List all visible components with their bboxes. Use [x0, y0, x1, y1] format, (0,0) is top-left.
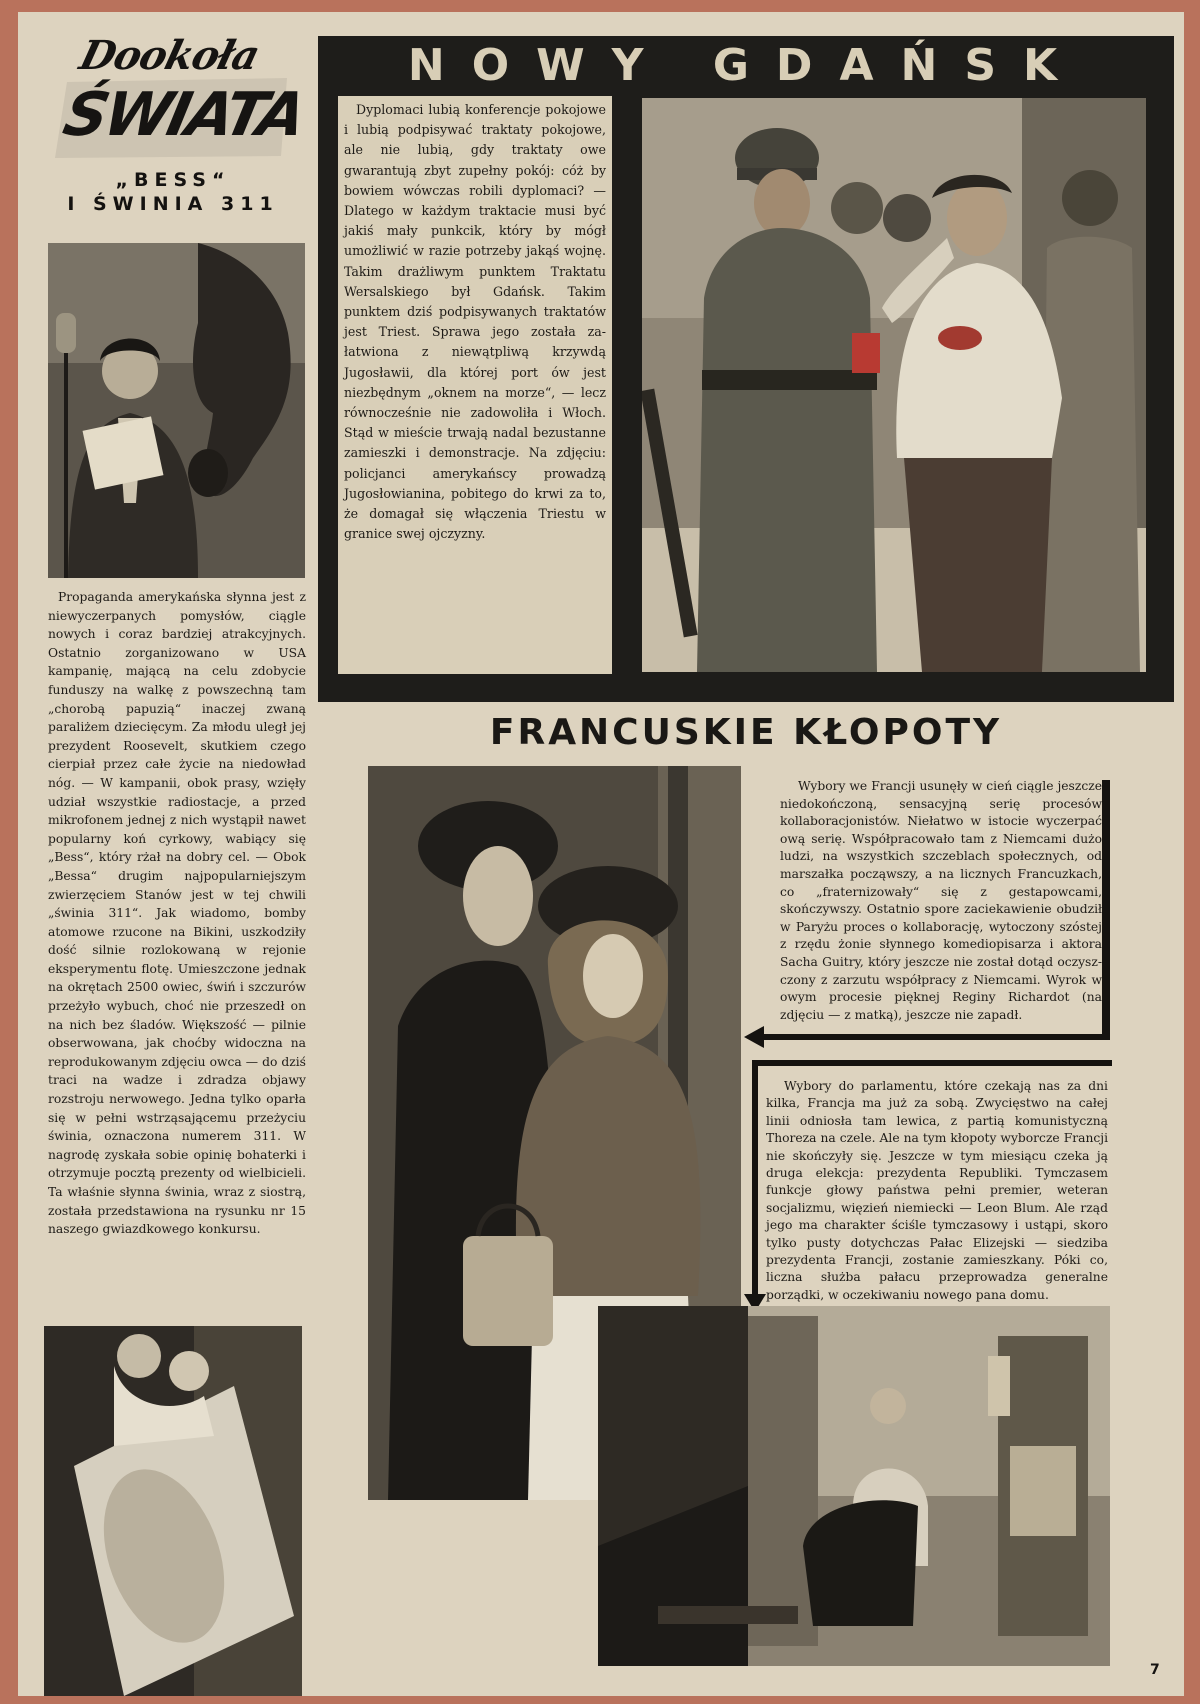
page-number: 7 [1150, 1662, 1160, 1678]
masthead-logo [55, 28, 310, 158]
gdansk-text-box [338, 96, 612, 674]
francja-article-2-text: Wybory do parlamentu, które czekają nas za dni kilka, Francja ma już za sobą. Zwycięstwo na całej linii odniosła tam lewica, z partią komunistyczną Thoreza na czele. Ale na tym kłopoty wyborcze Francji nie skończyły się. Jeszcze w tym miesiącu czeka ją druga elekcja: prezydenta Republiki. Tymczasem funkcje głowy państwa pełni premier, weteran socjalizmu, więzień niemiecki — Leon Blum. Ale rząd jego ma charakter ściśle tymczasowy i ustąpi, skoro tylko pusty dotychczas Pałac Elizejski — siedziba prezydenta Francji, zostanie zamieszkany. Póki co, liczna służba pałacu przeprowadza generalne porządki, w oczekiwaniu nowego pana domu. [766, 1079, 1108, 1302]
sidebar-headline [42, 168, 304, 216]
francja-bracket-2-top [752, 1060, 1112, 1066]
francja-bracket-1 [1102, 780, 1110, 1038]
photo-pig-311 [44, 1326, 302, 1696]
francja-arrow-line-1 [756, 1034, 1110, 1040]
logo-big-text: ŚWIATA [57, 80, 310, 150]
sidebar-article-text: Propaganda amerykańska słynna jest z niewyczerpanych pomysłów, ciągle nowych i coraz bardziej atrakcyjnych. Ostatnio zorganizowano w USA kampanię, mającą na celu zdobycie funduszy na walkę z powszechną tam „chorobą papuzią“ inaczej zwaną paraliżem dziecięcym. Za młodu uległ jej prezydent Roosevelt, skutkiem czego cierpiał przez całe życie na niedowład nóg. — W kampanii, obok prasy, wzięły udział wszystkie radiostacje, a przed mikrofonem jednej z nich wystąpił nawet popularny koń cyrkowy, wabiący się „Bess“, który rżał na dobry cel. — Obok „Bessa“ drugim najpopularniejszym zwierzęciem Stanów jest w tej chwili „świnia 311“. Jak wiadomo, bomby atomowe rzucone na Bikini, uszkodziły dość silnie rozlokowaną w rejonie eksperymentu flotę. Umieszczone jednak na okrętach 2500 owiec, świń i szczurów przeżyło wybuch, choć nie przeszedł on na nich bez śladów. Większość — pilnie obserwowana, jak choćby widoczna na reprodukowanym zdjęciu owca — do dziś traci na wadze i zdradza objawy rozstroju nerwowego. Jedna tylko oparła się w pełni wstrząsającemu przeżyciu świnia, oznaczona numerem 311. W nagrodę zyskała sobie opinię bohaterki i otrzymuje pocztą prezenty od wielbicieli. Ta właśnie słynna świnia, wraz z siostrą, została przedstawiona na rysunku nr 15 naszego gwiazdkowego konkursu. [48, 590, 306, 1237]
gdansk-article-text: Dyplomaci lubią konferencje pokojowe i lubią podpisywać traktaty pokojowe, ale nie lubią, gdy traktaty owe gwarantują zbyt zupełny pokój: cóż by bowiem wówczas robili dyplomaci? — Dlatego w każdym traktacie musi być jakiś mały punkcik, który by mógł umożliwić w razie potrzeby jakąś wojnę. Takim drażliwym punktem Traktatu Wersalskiego był Gdańsk. Takim punktem dziś podpisywanych traktatów jest Triest. Sprawa jego została załatwiona z niewątpliwą krzywdą Jugosławii, dla której port ów jest niezbędnym „oknem na morze“, — lecz równocześnie nie zadowoliła i Włoch. Stąd w mieście trwają nadal bezustanne zamieszki i demonstracje. Na zdjęciu: policjanci amerykańscy prowadzą Jugosłowianina, pobitego do krwi za to, że domagał się włączenia Triestu w granice swej ojczyzny. [344, 102, 606, 542]
logo-small-text: Dookoła [75, 32, 264, 79]
photo-radio-horse [48, 243, 305, 578]
francja-article-2 [752, 1078, 1108, 1304]
gdansk-headline: NOWY GDAŃSK [407, 40, 1085, 91]
photo-elysee-palace-interior [598, 1306, 1110, 1666]
francja-article-1 [780, 778, 1102, 1024]
francja-headline: FRANCUSKIE KŁOPOTY [489, 712, 1003, 753]
sidebar-article [48, 588, 306, 1239]
sidebar-headline-line2: I ŚWINIA 311 [67, 193, 279, 215]
arrow-left-icon [744, 1026, 764, 1048]
francja-article-1-text: Wybory we Francji usunęły w cień ciągle jeszcze niedokończoną, sensacyjną serię procesów kollaboracjonistów. Niełatwo w istocie wyczerpać ową serię. Współpracowało tam z Niemcami dużo ludzi, na wszystkich szczeblach społecznych, od marszałka począwszy, a na licznych Francuzkach, co „fraternizowały“ się z gestapowcami, skończywszy. Ostatnio spore zaciekawienie obudził w Paryżu proces o kollaborację, wytoczony szóstej z rzędu żonie słynnego komediopisarza i aktora Sacha Guitry, który jeszcze nie został dotąd oczyszczony z zarzutu współpracy z Niemcami. Wyrok w owym procesie pięknej Reginy Richardot (na zdjęciu — z matką), jeszcze nie zapadł. [780, 779, 1102, 1022]
sidebar-headline-line1: „BESS“ [115, 169, 231, 191]
photo-trieste-arrest [642, 98, 1146, 672]
